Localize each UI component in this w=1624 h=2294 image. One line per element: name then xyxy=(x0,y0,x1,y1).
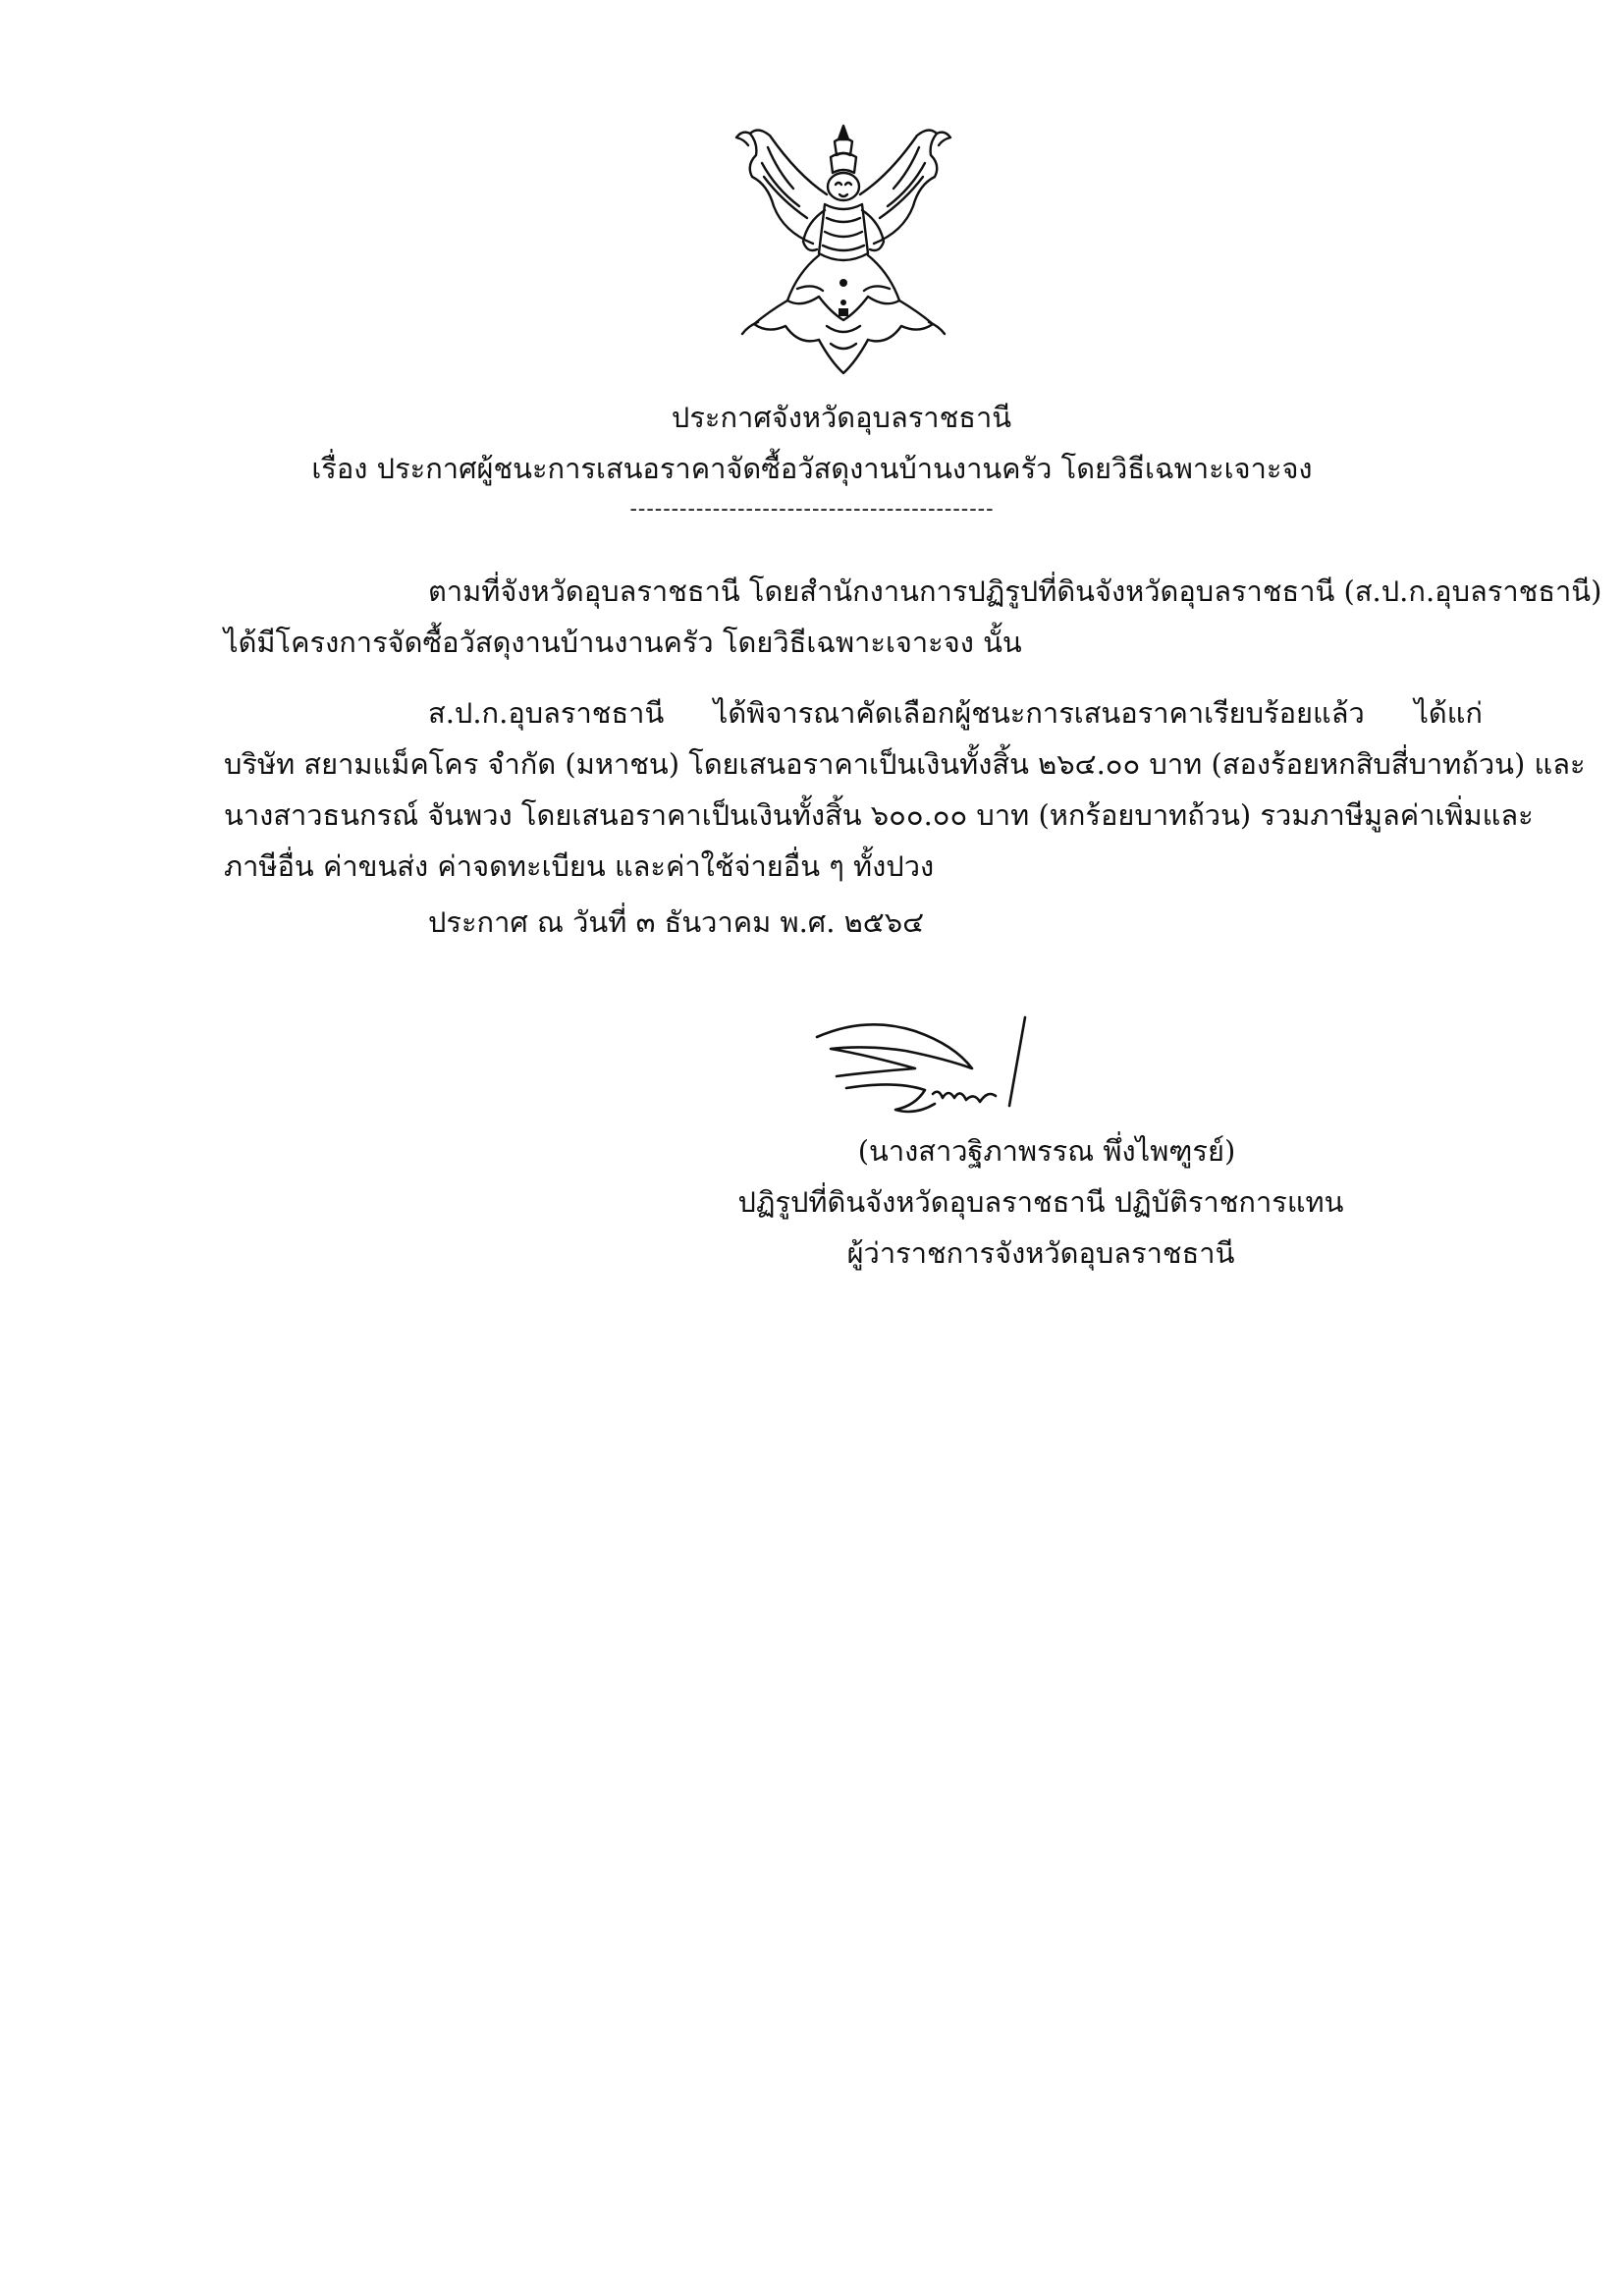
signer-position: ปฏิรูปที่ดินจังหวัดอุบลราชธานี ปฏิบัติราชการแทน xyxy=(737,1185,1344,1219)
signature-block xyxy=(589,1125,1492,1279)
title-divider: -------------------------------------------- xyxy=(629,497,995,521)
paragraph-1 xyxy=(224,566,1602,668)
paragraph-2 xyxy=(224,687,1586,892)
handwritten-signature-icon xyxy=(807,1011,1053,1120)
paragraph-2-line-3: นางสาวธนกรณ์ จันพวง โดยเสนอราคาเป็นเงินทั้งสิ้น ๖๐๐.๐๐ บาท (หกร้อยบาทถ้วน) รวมภาษีมูลค่าเพิ่มและ xyxy=(224,798,1534,832)
paragraph-1-line-1: ตามที่จังหวัดอุบลราชธานี โดยสำนักงานการปฏิรูปที่ดินจังหวัดอุบลราชธานี (ส.ป.ก.อุบลราชธานี) xyxy=(428,574,1602,608)
paragraph-2-line-4: ภาษีอื่น ค่าขนส่ง ค่าจดทะเบียน และค่าใช้จ่ายอื่น ๆ ทั้งปวง xyxy=(224,849,935,883)
paragraph-1-line-2: ได้มีโครงการจัดซื้อวัสดุงานบ้านงานครัว โดยวิธีเฉพาะเจาะจง นั้น xyxy=(224,626,1022,659)
announcement-date: ประกาศ ณ วันที่ ๓ ธันวาคม พ.ศ. ๒๕๖๔ xyxy=(428,905,925,939)
announcement-subject: เรื่อง ประกาศผู้ชนะการเสนอราคาจัดซื้อวัสดุงานบ้านงานครัว โดยวิธีเฉพาะเจาะจง xyxy=(311,452,1313,485)
signer-name: (นางสาวฐิภาพรรณ พึ่งไพฑูรย์) xyxy=(857,1134,1236,1168)
paragraph-2-line-1: ส.ป.ก.อุบลราชธานี ได้พิจารณาคัดเลือกผู้ชนะการเสนอราคาเรียบร้อยแล้ว ได้แก่ xyxy=(428,696,1483,730)
announcement-title: ประกาศจังหวัดอุบลราชธานี xyxy=(671,401,1012,434)
garuda-emblem-icon xyxy=(729,116,959,381)
signer-office: ผู้ว่าราชการจังหวัดอุบลราชธานี xyxy=(846,1236,1235,1270)
paragraph-2-line-2: บริษัท สยามแม็คโคร จำกัด (มหาชน) โดยเสนอราคาเป็นเงินทั้งสิ้น ๒๖๔.๐๐ บาท (สองร้อยหกสิบสี่บาทถ้วน) และ xyxy=(224,747,1586,781)
